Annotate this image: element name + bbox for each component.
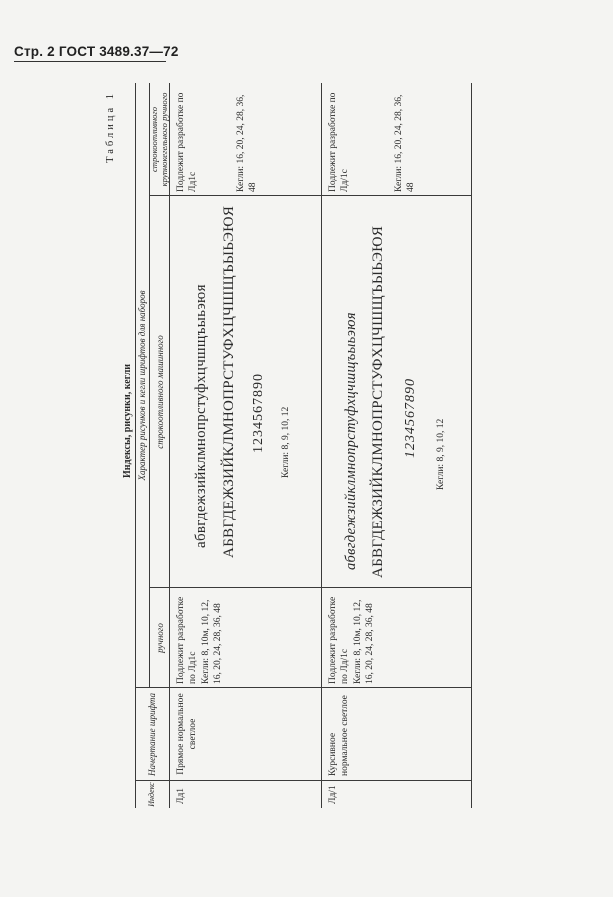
table-caption: Таблица 1 <box>105 91 116 163</box>
header-machine: строкоотливного машинного <box>155 335 165 449</box>
row1-index: Лд1 <box>176 787 186 804</box>
rule-col-4 <box>149 195 471 196</box>
row2-large-sizes: Кегли: 16, 20, 24, 28, 36, 48 <box>394 94 416 192</box>
row1-lowercase: абвгдежзийклмнопрстуфхцчшщъыьэюя <box>193 284 209 548</box>
page-header <box>14 44 179 59</box>
row2-uppercase: АБВГДЕЖЗИЙКЛМНОПРСТУФХЦЧШЩЪЫЬЭЮЯ <box>370 225 386 578</box>
row1-large: Подлежит разработке по Лд1с <box>176 92 198 192</box>
page-number: Стр. 2 <box>14 44 55 59</box>
row2-large: Подлежит разработке по Лд/1с <box>328 92 350 192</box>
rule-row <box>321 83 322 808</box>
table-title: Индексы, рисунки, кегли <box>122 363 133 478</box>
header-index: Индекс <box>147 782 156 807</box>
row1-manual: Подлежит разработке по Лд1с <box>176 596 198 684</box>
row1-name: Прямое нормальное светлое <box>176 693 198 775</box>
header-manual: ручного <box>155 623 165 653</box>
row2-lowercase: абвгдежзийклмнопрстуфхцчшщъыьэюя <box>343 312 359 570</box>
row2-manual: Подлежит разработке по Лд/1с <box>328 596 350 684</box>
rule-col-3 <box>149 587 471 588</box>
rule-bottom <box>471 83 472 808</box>
row1-uppercase: АБВГДЕЖЗИЙКЛМНОПРСТУФХЦЧШЩЪЫЬЭЮЯ <box>221 205 237 558</box>
header-group: Характер рисунков и кегли шрифтов для наборов <box>137 290 147 481</box>
rule-header <box>169 83 170 808</box>
row1-large-sizes: Кегли: 16, 20, 24, 28, 36, 48 <box>236 94 258 192</box>
row2-index: Лд/1 <box>328 785 338 804</box>
row1-manual-sizes: Кегли: 8, 10м, 10, 12, 16, 20, 24, 28, 36, 48 <box>201 599 223 684</box>
rule-col-2 <box>135 687 471 688</box>
row1-digits: 1234567890 <box>251 373 266 453</box>
header-name: Начертание шрифта <box>147 692 157 777</box>
header-large: строкоотливного крупнокегельного ручного <box>149 92 169 187</box>
row2-manual-sizes: Кегли: 8, 10м, 10, 12, 16, 20, 24, 28, 36, 48 <box>353 599 375 684</box>
row2-name: Курсивное нормальное светлое <box>328 695 350 776</box>
header-rule <box>14 61 166 62</box>
row1-machine-sizes: Кегли: 8, 9, 10, 12 <box>281 406 291 478</box>
rotated-table <box>105 83 505 808</box>
row2-digits: 1234567890 <box>403 378 418 458</box>
rule-col-1 <box>135 780 471 781</box>
standard-number: ГОСТ 3489.37—72 <box>58 44 179 59</box>
font-table <box>135 83 473 808</box>
row2-machine-sizes: Кегли: 8, 9, 10, 12 <box>436 418 446 490</box>
